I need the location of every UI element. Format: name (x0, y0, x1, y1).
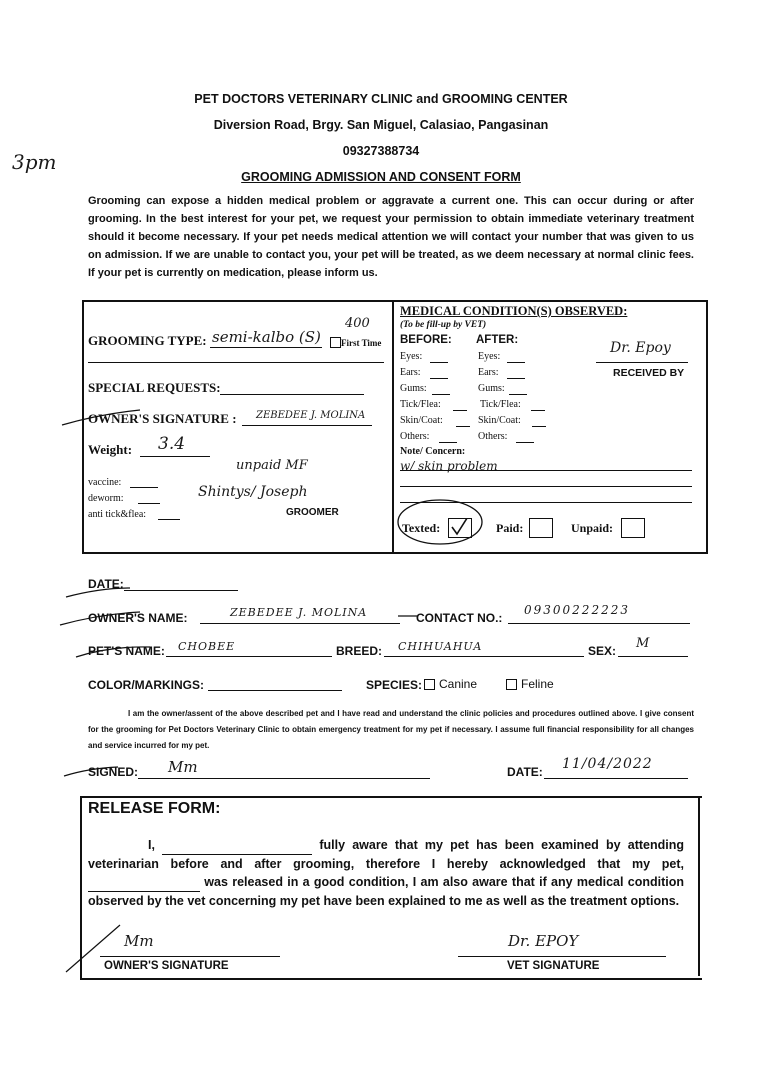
received-by-signature: Dr. Epoy (610, 340, 671, 356)
cond-others-before: Others: (400, 431, 430, 442)
feline-label: Feline (521, 677, 554, 691)
after-label: AFTER: (476, 334, 519, 346)
release-owner-signature-value[interactable]: Mm (124, 932, 154, 950)
signed-value[interactable]: Mm (168, 758, 198, 776)
owner-name-label: OWNER'S NAME: (88, 611, 188, 625)
weight-value[interactable]: 3.4 (158, 434, 186, 454)
cond-ears-after: Ears: (478, 367, 499, 378)
cond-ears-before: Ears: (400, 367, 421, 378)
clinic-phone: 09327388734 (342, 144, 420, 158)
color-label: COLOR/MARKINGS: (88, 678, 204, 692)
weight-label: Weight: (88, 442, 133, 457)
unpaid-label: Unpaid: (571, 521, 614, 535)
received-by-label: RECEIVED BY (613, 367, 685, 379)
special-requests-label: SPECIAL REQUESTS: (88, 380, 221, 395)
date-label: DATE: (88, 577, 124, 591)
paid-label: Paid: (496, 521, 524, 535)
note-label: Note/ Concern: (400, 446, 466, 457)
cond-eyes-after: Eyes: (478, 351, 501, 362)
cond-eyes-before: Eyes: (400, 351, 423, 362)
cond-gums-after: Gums: (478, 383, 505, 394)
release-text-2: fully aware that my pet has been examined by attending veterinarian before and after grooming, therefore I hereby acknowledged that my pet, (88, 838, 684, 871)
owner-name-value[interactable]: ZEBEDEE J. MOLINA (230, 606, 368, 619)
cond-tick-after: Tick/Flea: (480, 399, 521, 410)
release-text-3: was released in a good condition, I am also aware that if any medical condition observed by the vet concerning my pet have been explained to me as well as the treatment options. (88, 875, 684, 908)
release-owner-signature-label: OWNER'S SIGNATURE (104, 960, 229, 972)
intro-paragraph: Grooming can expose a hidden medical problem or aggravate a current one. This can occur during or after grooming. In the best interest for your pet, we request your permission to obtain immediate veterinary treatment should it become necessary. If your pet needs medical attention we will contact your number that was given to us on admission. If we are unable to contact you, your pet will be treated, as we deem necessary at normal clinic fees. If your pet is currently on medication, please inform us. (88, 195, 694, 279)
owner-signature-label: OWNER'S SIGNATURE : (88, 411, 237, 426)
cond-others-after: Others: (478, 431, 508, 442)
release-vet-signature-label: VET SIGNATURE (507, 960, 600, 972)
cond-skin-before: Skin/Coat: (400, 415, 443, 426)
medical-subtitle: (To be fill-up by VET) (400, 320, 487, 330)
margin-time-note: 3pm (12, 150, 57, 174)
signed-label: SIGNED: (88, 765, 139, 779)
groomer-names: Shintys/ Joseph (198, 484, 308, 500)
breed-value[interactable]: CHIHUAHUA (398, 640, 483, 653)
signed-date-label: DATE: (507, 765, 543, 779)
medical-title: MEDICAL CONDITION(S) OBSERVED: (400, 304, 628, 318)
grooming-type-label: GROOMING TYPE: (88, 333, 207, 348)
texted-label: Texted: (402, 521, 441, 535)
species-label: SPECIES: (366, 678, 423, 692)
owner-signature-value[interactable]: ZEBEDEE J. MOLINA (256, 410, 366, 421)
cond-gums-before: Gums: (400, 383, 427, 394)
pet-name-label: PET'S NAME: (88, 644, 165, 658)
cond-tick-before: Tick/Flea: (400, 399, 441, 410)
release-title: RELEASE FORM: (88, 800, 221, 817)
breed-label: BREED: (336, 644, 383, 658)
antitick-label: anti tick&flea: (88, 509, 147, 520)
canine-label: Canine (439, 677, 478, 691)
grooming-type-value[interactable]: semi-kalbo (S) (212, 328, 321, 346)
clinic-address: Diversion Road, Brgy. San Miguel, Calasiao, Pangasinan (213, 118, 549, 132)
sex-label: SEX: (588, 644, 617, 658)
first-time-label: First Time (341, 338, 382, 348)
contact-label: CONTACT NO.: (416, 611, 503, 625)
sex-value[interactable]: M (636, 636, 650, 651)
deworm-label: deworm: (88, 493, 124, 504)
consent-paragraph: I am the owner/assent of the above described pet and I have read and understand the clinic policies and procedures outlined above. I give consent for the grooming for Pet Doctors Veterinary Clinic to obtain emergency treatment for my pet if necessary. I assume full financial responsibility for all changes and service incurred for my pet. (88, 709, 694, 750)
grooming-price: 400 (345, 316, 370, 331)
note-value[interactable]: w/ skin problem (400, 459, 498, 473)
cond-skin-after: Skin/Coat: (478, 415, 521, 426)
groomer-label: GROOMER (286, 507, 339, 518)
vaccine-label: vaccine: (88, 477, 122, 488)
release-text-1: I, (148, 838, 155, 852)
signed-date-value[interactable]: 11/04/2022 (562, 756, 653, 772)
pet-name-value[interactable]: CHOBEE (178, 640, 236, 653)
unpaid-note: unpaid MF (236, 458, 308, 473)
release-vet-signature-value[interactable]: Dr. EPOY (508, 932, 579, 950)
contact-value[interactable]: 09300222223 (524, 603, 630, 617)
form-title: GROOMING ADMISSION AND CONSENT FORM (241, 170, 521, 184)
clinic-name: PET DOCTORS VETERINARY CLINIC and GROOMING CENTER (194, 92, 568, 106)
before-label: BEFORE: (400, 334, 452, 346)
